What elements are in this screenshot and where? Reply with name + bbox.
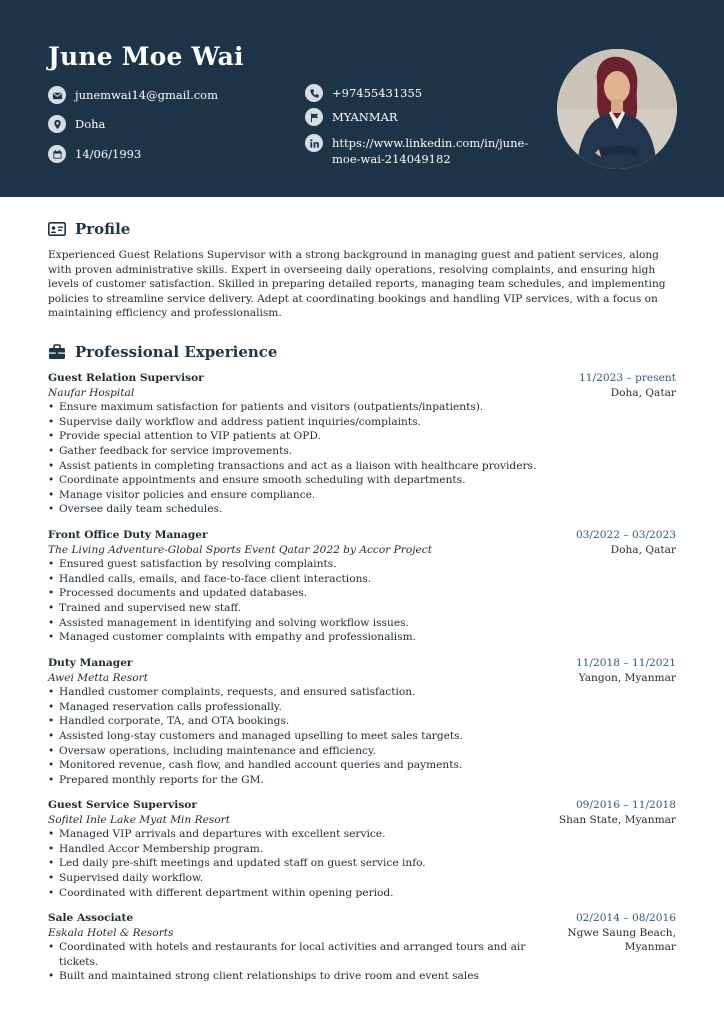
profile-heading: Profile: [75, 220, 131, 238]
job-bullet: • Processed documents and updated databases.: [48, 586, 676, 601]
job-company: Eskala Hotel & Resorts: [48, 926, 174, 939]
job-bullet: • Manage visitor policies and ensure compliance.: [48, 488, 676, 503]
nationality-text: MYANMAR: [332, 110, 398, 124]
job-bullet: • Built and maintained strong client relationships to drive room and event sales: [48, 969, 538, 984]
job-entry: [48, 798, 676, 900]
job-bullet: • Assisted long-stay customers and managed upselling to meet sales targets.: [48, 729, 676, 744]
job-bullets: [48, 400, 676, 517]
job-bullet: • Ensure maximum satisfaction for patients and visitors (outpatients/inpatients).: [48, 400, 676, 415]
job-company: Naufar Hospital: [48, 386, 135, 399]
job-header: [48, 528, 676, 557]
job-bullet: • Oversee daily team schedules.: [48, 502, 676, 517]
calendar-icon: [48, 145, 66, 163]
profile-summary: Experienced Guest Relations Supervisor with a strong background in managing guest and patient services, along with proven administrative skills. Expert in overseeing daily operations, resolving complaints, and ensuring high levels of customer satisfaction. Skilled in preparing detailed reports, managing team schedules, and implementing policies to streamline service delivery. Adept at coordinating bookings and handling VIP services, with a focus on maintaining efficiency and professionalism.: [48, 249, 666, 320]
profile-photo: [557, 49, 677, 169]
nationality-contact: [305, 108, 398, 126]
job-header: [48, 798, 676, 827]
job-title: Guest Relation Supervisor: [48, 372, 204, 384]
job-bullet: • Assist patients in completing transactions and act as a liaison with healthcare providers.: [48, 459, 676, 474]
job-bullet: • Coordinated with hotels and restaurants for local activities and arranged tours and air tickets.: [48, 940, 538, 969]
job-bullet: • Monitored revenue, cash flow, and handled account queries and payments.: [48, 758, 676, 773]
job-location: Ngwe Saung Beach, Myanmar: [567, 926, 676, 954]
job-bullet: • Oversaw operations, including maintenance and efficiency.: [48, 744, 676, 759]
job-bullets: [48, 827, 676, 900]
job-bullet: • Led daily pre-shift meetings and updated staff on guest service info.: [48, 856, 676, 871]
job-bullet: • Coordinated with different department within opening period.: [48, 886, 676, 901]
job-date: 03/2022 – 03/2023: [575, 529, 676, 541]
job-bullet: • Trained and supervised new staff.: [48, 601, 676, 616]
job-bullet: • Managed reservation calls professionally.: [48, 700, 676, 715]
job-entry: [48, 528, 676, 645]
job-bullet: • Ensured guest satisfaction by resolving complaints.: [48, 557, 676, 572]
id-card-icon: [48, 221, 66, 237]
experience-heading: Professional Experience: [75, 343, 278, 361]
job-location: Doha, Qatar: [610, 543, 676, 556]
job-bullet: • Supervised daily workflow.: [48, 871, 676, 886]
job-bullets: [48, 557, 676, 645]
candidate-name: June Moe Wai: [48, 42, 244, 71]
job-location: Yangon, Myanmar: [578, 671, 676, 684]
linkedin-line-1: https://www.linkedin.com/in/june-: [332, 136, 529, 150]
job-right-column: [559, 798, 676, 827]
job-left-column: [48, 371, 204, 400]
briefcase-icon: [48, 344, 66, 360]
experience-section-title: [48, 343, 277, 361]
job-date: 09/2016 – 11/2018: [575, 799, 676, 811]
linkedin-contact: [305, 134, 528, 167]
job-title: Sale Associate: [48, 912, 134, 924]
job-bullet: • Handled corporate, TA, and OTA bookings.: [48, 714, 676, 729]
job-bullet: • Prepared monthly reports for the GM.: [48, 773, 676, 788]
job-bullet: • Handled calls, emails, and face-to-face client interactions.: [48, 572, 676, 587]
linkedin-line-2: moe-wai-214049182: [332, 152, 451, 166]
job-bullet: • Handled customer complaints, requests, and ensured satisfaction.: [48, 685, 676, 700]
job-bullet: • Coordinate appointments and ensure smooth scheduling with departments.: [48, 473, 676, 488]
job-header: [48, 656, 676, 685]
job-entry: [48, 656, 676, 787]
job-bullet: • Gather feedback for service improvements.: [48, 444, 676, 459]
phone-icon: [305, 84, 323, 102]
city-contact: [48, 115, 105, 133]
job-bullet: • Assisted management in identifying and solving workflow issues.: [48, 616, 676, 631]
email-contact: [48, 86, 218, 104]
job-entry: [48, 371, 676, 517]
dob-text: 14/06/1993: [75, 147, 142, 161]
job-left-column: [48, 656, 148, 685]
job-entry: [48, 911, 676, 984]
job-bullet: • Supervise daily workflow and address patient inquiries/complaints.: [48, 415, 676, 430]
envelope-icon: [48, 86, 66, 104]
job-date: 02/2014 – 08/2016: [575, 912, 676, 924]
profile-section-title: [48, 220, 130, 238]
phone-text: +97455431355: [332, 86, 423, 100]
job-right-column: [576, 528, 676, 557]
location-pin-icon: [48, 115, 66, 133]
city-text: Doha: [75, 117, 106, 131]
job-location: Doha, Qatar: [610, 386, 676, 399]
job-left-column: [48, 528, 432, 557]
job-company: Awei Metta Resort: [48, 671, 148, 684]
job-company: The Living Adventure-Global Sports Event Qatar 2022 by Accor Project: [48, 543, 432, 556]
job-bullet: • Handled Accor Membership program.: [48, 842, 676, 857]
linkedin-icon: [305, 134, 323, 152]
job-title: Front Office Duty Manager: [48, 529, 208, 541]
job-right-column: [579, 371, 676, 400]
job-right-column: [576, 656, 676, 685]
job-location: Shan State, Myanmar: [558, 813, 676, 826]
job-bullet: • Provide special attention to VIP patients at OPD.: [48, 429, 676, 444]
job-bullets: [48, 940, 538, 984]
phone-contact: [305, 84, 422, 102]
flag-icon: [305, 108, 323, 126]
resume-header: [0, 0, 724, 197]
job-date: 11/2023 – present: [579, 372, 676, 384]
job-header: [48, 371, 676, 400]
job-bullets: [48, 685, 676, 787]
job-bullet: • Managed VIP arrivals and departures with excellent service.: [48, 827, 676, 842]
job-left-column: [48, 798, 230, 827]
job-right-column: [546, 911, 676, 955]
email-text: junemwai14@gmail.com: [75, 88, 219, 102]
dob-contact: [48, 145, 141, 163]
job-bullet: • Managed customer complaints with empathy and professionalism.: [48, 630, 676, 645]
job-company: Sofitel Inle Lake Myat Min Resort: [48, 813, 231, 826]
job-title: Guest Service Supervisor: [48, 799, 197, 811]
linkedin-text[interactable]: [332, 134, 528, 167]
job-date: 11/2018 – 11/2021: [575, 657, 676, 669]
job-title: Duty Manager: [48, 657, 133, 669]
